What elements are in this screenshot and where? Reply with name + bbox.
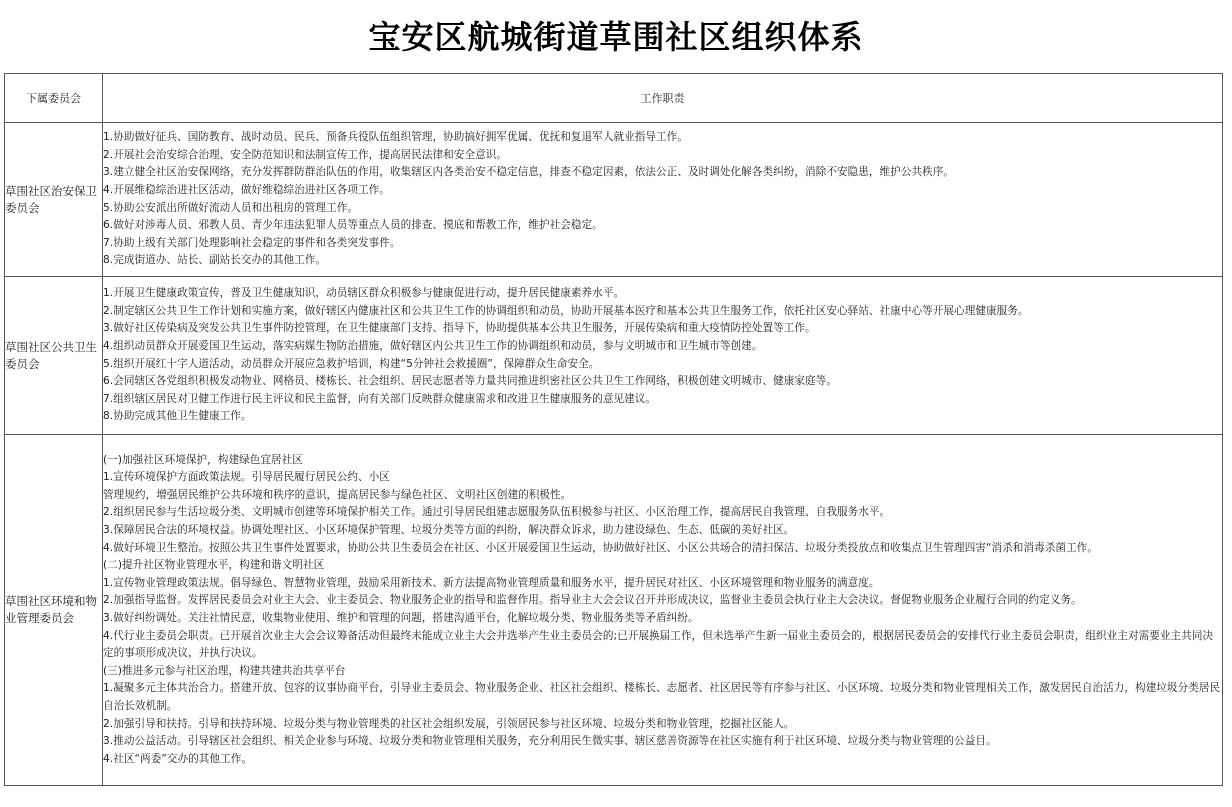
duty-item: 4.开展维稳综治进社区活动，做好维稳综治进社区各项工作。 xyxy=(103,183,390,196)
committee-duties xyxy=(103,435,1223,786)
committee-duties xyxy=(103,277,1223,435)
committee-duties xyxy=(103,123,1223,277)
duty-item: 3.推动公益活动。引导辖区社会组织、相关企业参与环境、垃圾分类和物业管理相关服务，充分利用民生微实事、辖区慈善资源等在社区实施有利于社区环境、垃圾分类与物业管理的公益目。 xyxy=(103,735,997,748)
table-header-row xyxy=(5,74,1223,123)
duty-item: 2.组织居民参与生活垃圾分类、文明城市创建等环境保护相关工作。通过引导居民组建志愿服务队伍积极参与社区、小区治理工作，提高居民自我管理、自我服务水平。 xyxy=(103,506,891,519)
duty-item: 1.宣传物业管理政策法规。倡导绿色、智慧物业管理，鼓励采用新技术、新方法提高物业管理质量和服务水平，提升居民对社区、小区环境管理和物业服务的满意度。 xyxy=(103,576,880,589)
duty-item: 2.制定辖区公共卫生工作计划和实施方案，做好辖区内健康社区和公共卫生工作的协调组织和动员，协助开展基本医疗和基本公共卫生服务工作，依托社区安心驿站、社康中心等开展心理健康服务。 xyxy=(103,304,1029,317)
header-committee: 下属委员会 xyxy=(5,74,103,123)
organization-table xyxy=(4,73,1223,786)
duty-item: 2.加强指导监督。发挥居民委员会对业主大会、业主委员会、物业服务企业的指导和监督作用。指导业主大会会议召开并形成决议，监督业主委员会执行业主大会决议。督促物业服务企业履行合同的约定义务。 xyxy=(103,594,1082,607)
duty-item: 3.做好社区传染病及突发公共卫生事件防控管理，在卫生健康部门支持、指导下，协助提供基本公共卫生服务，开展传染病和重大疫情防控处置等工作。 xyxy=(103,322,816,335)
committee-name: 草围社区治安保卫委员会 xyxy=(5,123,103,277)
duty-section-heading: (二)提升社区物业管理水平，构建和谐文明社区 xyxy=(103,559,325,572)
duty-item: 8.协助完成其他卫生健康工作。 xyxy=(103,410,252,423)
duty-item: 1.凝聚多元主体共治合力。搭建开放、包容的议事协商平台，引导业主委员会、物业服务企业、社区社会组织、楼栋长、志愿者、社区居民等有序参与社区、小区环境、垃圾分类和物业管理相关工作，激发居民自治活力，构建垃圾分类居民自治长效机制。 xyxy=(103,682,1221,712)
header-duties: 工作职责 xyxy=(103,74,1223,123)
duty-item: 3.保障居民合法的环境权益。协调处理社区、小区环境保护管理、垃圾分类等方面的纠纷，解决群众诉求，助力建设绿色、生态、低碳的美好社区。 xyxy=(103,524,795,537)
duty-section-heading: (三)推进多元参与社区治理，构建共建共治共享平台 xyxy=(103,664,346,677)
committee-name: 草围社区公共卫生委员会 xyxy=(5,277,103,435)
duty-item: 1.协助做好征兵、国防教育、战时动员、民兵、预备兵役队伍组织管理，协助搞好拥军优属、优抚和复退军人就业指导工作。 xyxy=(103,131,688,144)
duty-section-heading: (一)加强社区环境保护，构建绿色宜居社区 xyxy=(103,453,303,466)
duty-item: 3.建立健全社区治安保网络，充分发挥群防群治队伍的作用，收集辖区内各类治安不稳定信息，排查不稳定因素，依法公正、及时调处化解各类纠纷，消除不安隐患，维护公共秩序。 xyxy=(103,166,955,179)
table-row xyxy=(5,123,1223,277)
duty-item: 4.做好环境卫生整治。按照公共卫生事件处置要求，协助公共卫生委员会在社区、小区开展爱国卫生运动，协助做好社区、小区公共场合的清扫保洁、垃圾分类投放点和收集点卫生管理四害“消杀和消毒杀菌工作。 xyxy=(103,541,1098,554)
duty-item: 1.宣传环境保护方面政策法规。引导居民履行居民公约、小区 xyxy=(103,471,390,484)
duty-item: 1.开展卫生健康政策宣传，普及卫生健康知识，动员辖区群众积极参与健康促进行动，提升居民健康素养水平。 xyxy=(103,287,625,300)
page-title: 宝安区航城街道草围社区组织体系 xyxy=(368,18,864,56)
table-row xyxy=(5,277,1223,435)
committee-name: 草围社区环境和物业管理委员会 xyxy=(5,435,103,786)
duty-item: 4.组织动员群众开展爱国卫生运动，落实病媒生物防治措施，做好辖区内公共卫生工作的协调组织和动员，参与文明城市和卫生城市等创建。 xyxy=(103,339,763,352)
duty-item: 管理规约，增强居民维护公共环境和秩序的意识，提高居民参与绿色社区、文明社区创建的积极性。 xyxy=(103,488,572,501)
table-row xyxy=(5,435,1223,786)
duty-item: 7.组织辖区居民对卫健工作进行民主评议和民主监督，向有关部门反映群众健康需求和改进卫生健康服务的意见建议。 xyxy=(103,392,657,405)
duty-item: 7.协助上级有关部门处理影响社会稳定的事件和各类突发事件。 xyxy=(103,236,401,249)
duty-item: 4.代行业主委员会职责。已开展首次业主大会会议筹备活动但最终未能成立业主大会并选举产生业主委员会的;已开展换届工作，但未选举产生新一届业主委员会的，根据居民委员会的安排代行业主委员会职责，组织业主对需要业主共同决定的事项形成决议，并执行决议。 xyxy=(103,629,1214,660)
duty-item: 4.社区“两委”交办的其他工作。 xyxy=(103,752,253,765)
duty-item: 6.会同辖区各党组织积极发动物业、网格员、楼栋长、社会组织、居民志愿者等力量共同推进织密社区公共卫生工作网络，积极创建文明城市、健康家庭等。 xyxy=(103,375,837,388)
duty-item: 3.做好纠纷调处。关注社情民意，收集物业使用、维护和管理的问题，搭建沟通平台，化解垃圾分类、物业服务类等矛盾纠纷。 xyxy=(103,612,699,624)
duty-item: 2.加强引导和扶持。引导和扶持环境、垃圾分类与物业管理类的社区社会组织发展，引领居民参与社区环境、垃圾分类和物业管理，挖掘社区能人。 xyxy=(103,717,795,730)
duty-item: 8.完成街道办、站长、副站长交办的其他工作。 xyxy=(103,254,327,267)
duty-item: 6.做好对涉毒人员、邪教人员、青少年违法犯罪人员等重点人员的排查、摸底和帮教工作，维护社会稳定。 xyxy=(103,219,603,232)
duty-item: 2.开展社会治安综合治理、安全防范知识和法制宣传工作，提高居民法律和安全意识。 xyxy=(103,148,508,161)
duty-item: 5.组织开展红十字人道活动，动员群众开展应急救护培训，构建“5分钟社会救援圈”，保障群众生命安全。 xyxy=(103,357,600,370)
duty-item: 5.协助公安派出所做好流动人员和出租房的管理工作。 xyxy=(103,201,359,214)
